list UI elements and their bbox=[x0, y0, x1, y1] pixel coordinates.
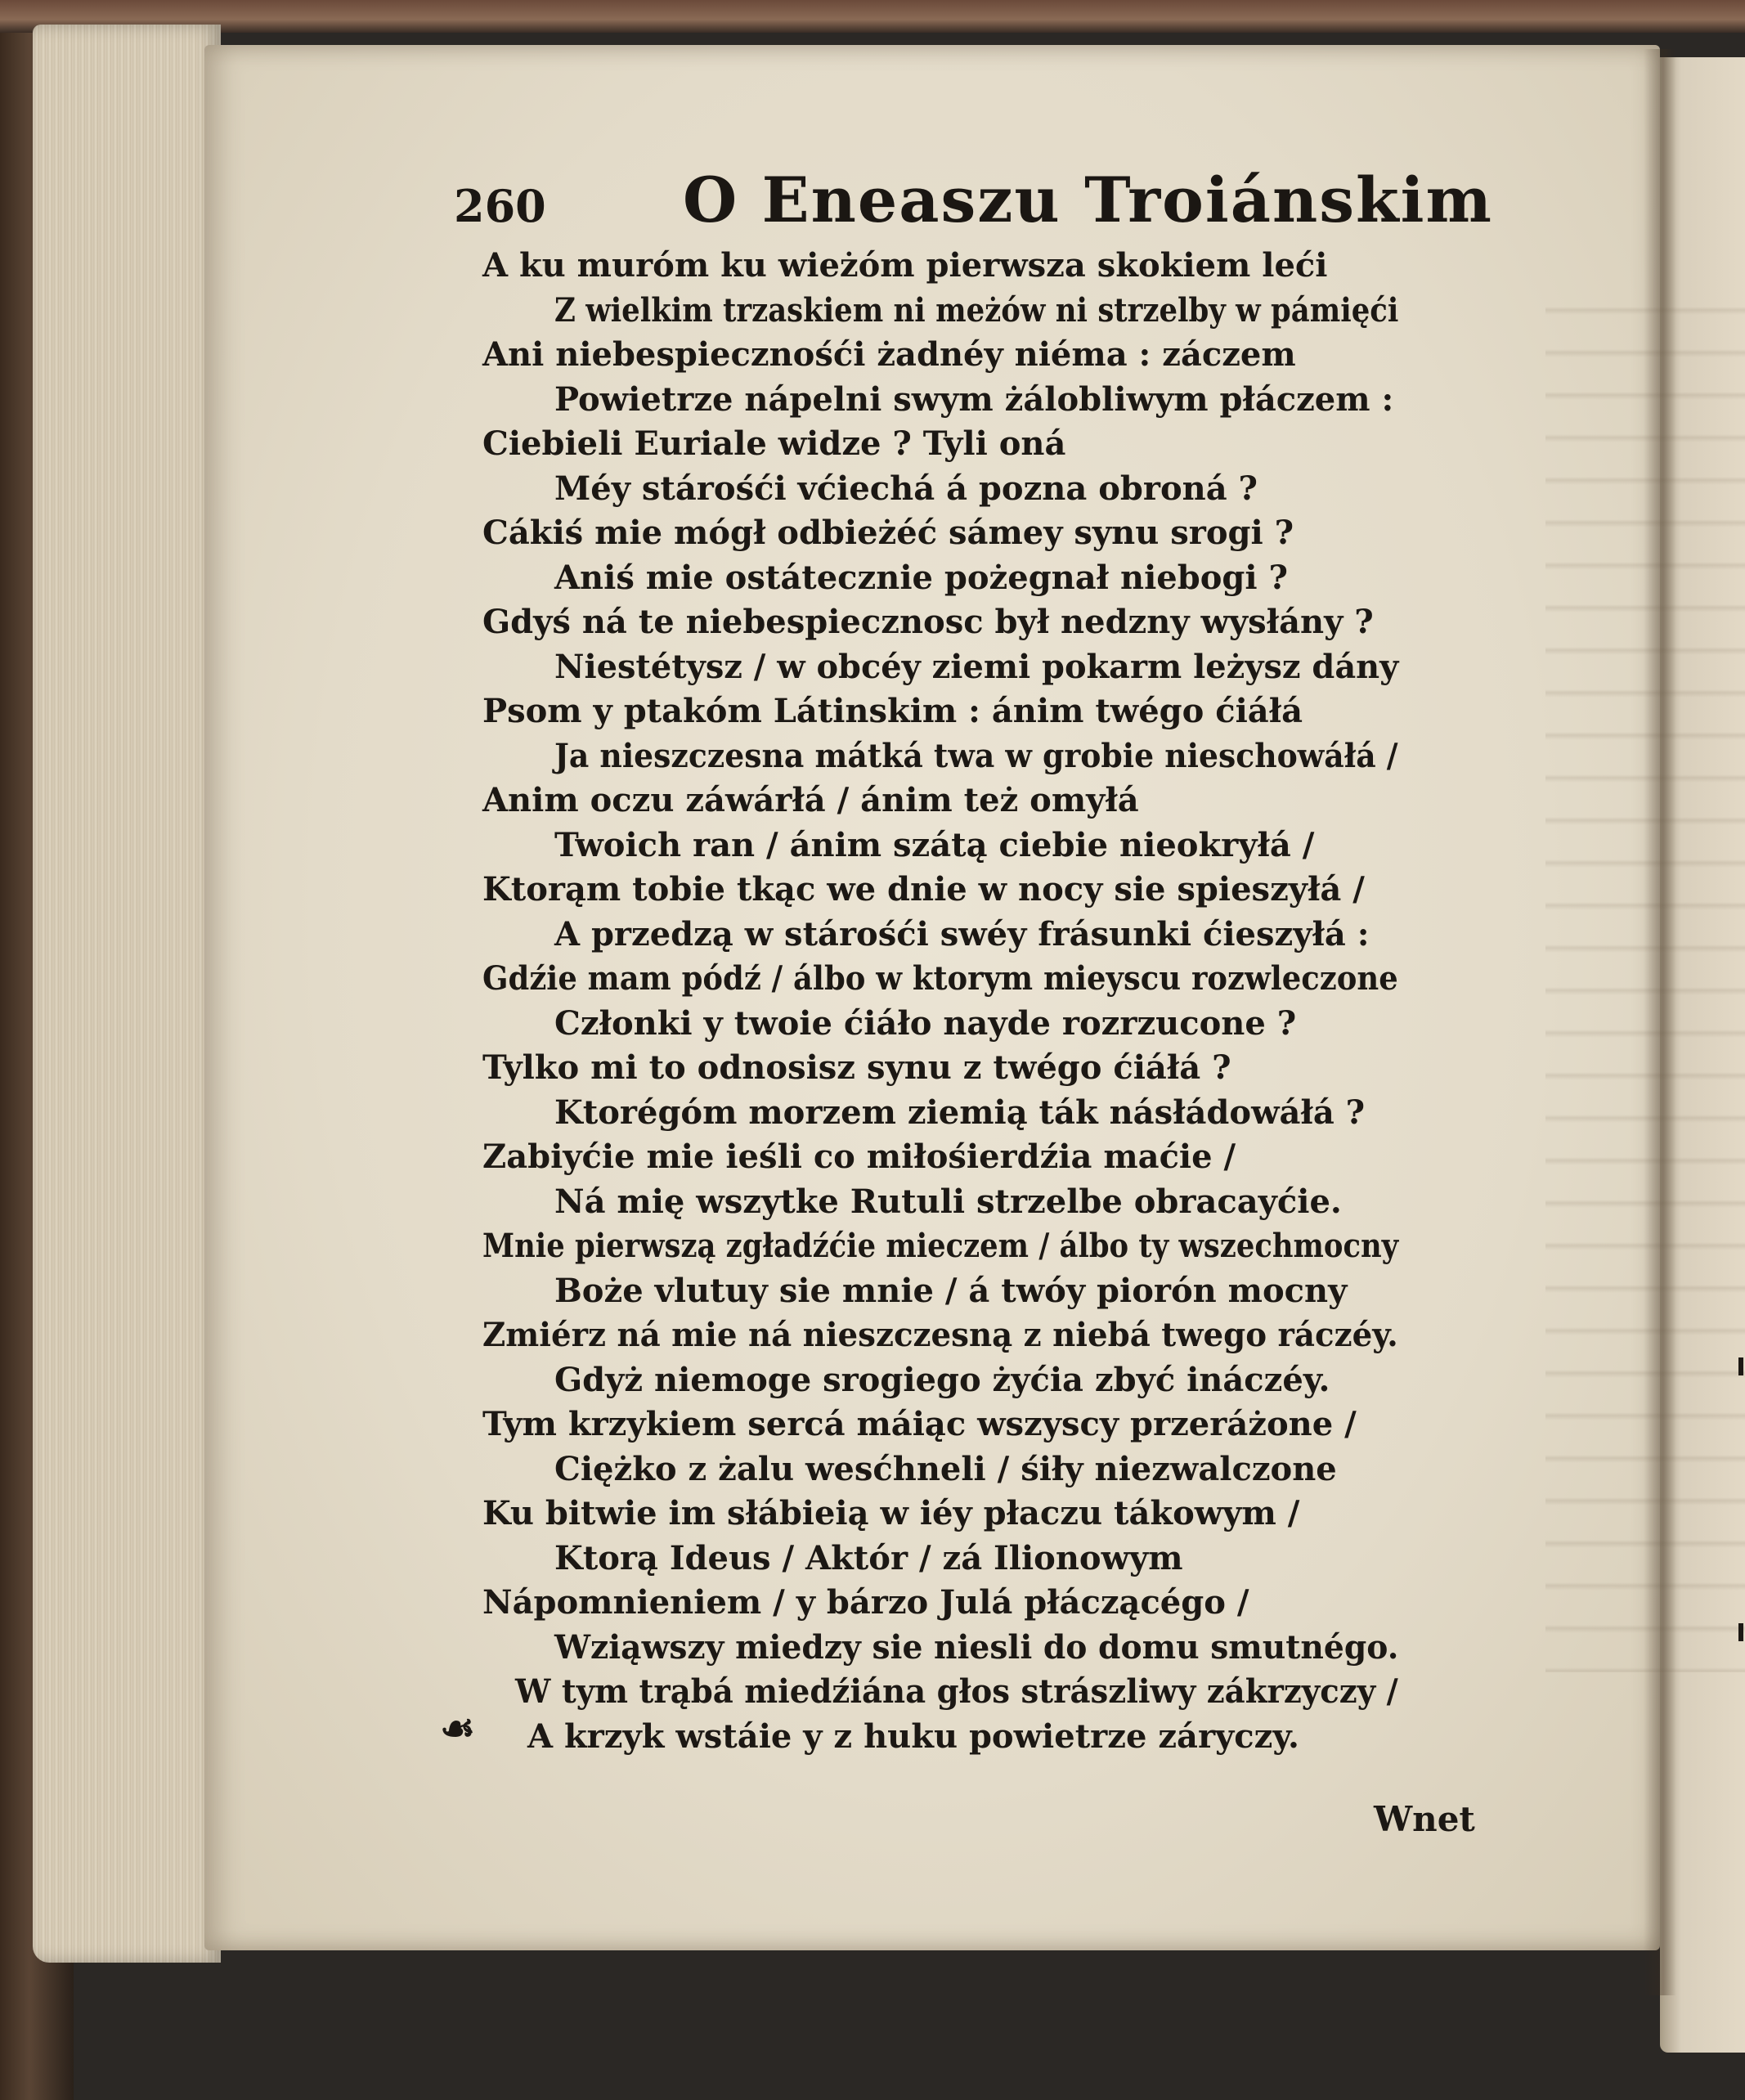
page-number: 260 bbox=[454, 180, 546, 232]
verse-line: Ná mię wszytke Rutuli strzelbe obracayćie. bbox=[554, 1182, 1342, 1221]
verse-line: Zabiyćie mie ieśli co miłośierdźia maćie / bbox=[482, 1138, 1236, 1176]
verse-line: Ciężko z żalu wesćhneli / śiły niezwalczone bbox=[554, 1450, 1337, 1488]
page-header bbox=[454, 164, 1493, 254]
verse-line: Aniś mie ostátecznie pożegnał niebogi ? bbox=[554, 559, 1288, 597]
book-cover-top bbox=[0, 0, 1745, 33]
verse-line: Anim oczu záwárłá / ánim też omyłá bbox=[482, 781, 1139, 819]
catchword: Wnet bbox=[1374, 1799, 1475, 1839]
page-gutter bbox=[1644, 49, 1676, 1995]
verse-line: Gdyż niemoge srogiego żyćia zbyć ináczéy. bbox=[554, 1361, 1330, 1399]
edge-mark bbox=[1738, 1623, 1743, 1641]
verse-line: Ktorą Ideus / Aktór / zá Ilionowym bbox=[554, 1539, 1183, 1577]
verse-line: Członki y twoie ćiáło nayde rozrzucone ? bbox=[554, 1004, 1297, 1043]
verse-line: Cákiś mie mógł odbieżéć sámey synu srogi ? bbox=[482, 514, 1294, 552]
verse-line: Ani niebespiecznośći żadnéy niéma : záczem bbox=[482, 335, 1296, 374]
verse-line: A ku muróm ku wieżóm pierwsza skokiem leći bbox=[482, 246, 1328, 285]
verse-line: Méy stárośći vćiechá á pozna obroná ? bbox=[554, 469, 1258, 508]
page-stack-edges bbox=[33, 25, 221, 1963]
verse-line: Tylko mi to odnosisz synu z twégo ćiáłá ? bbox=[482, 1048, 1231, 1087]
verse-line: Nápomnieniem / y bárzo Julá płáczącégo / bbox=[482, 1583, 1249, 1622]
verse-line: Psom y ptakóm Látinskim : ánim twégo ćiáłá bbox=[482, 692, 1303, 730]
verse-line: Gdźie mam pódź / álbo w ktorym mieyscu rozwleczone bbox=[482, 959, 1398, 998]
verse-line: Ktorégóm morzem ziemią ták násłádowáłá ? bbox=[554, 1093, 1366, 1132]
verse-line: Ja nieszczesna mátká twa w grobie nieschowáłá / bbox=[554, 737, 1398, 775]
verse-line: Powietrze nápelni swym żálobliwym płáczem : bbox=[554, 380, 1394, 419]
verse-line: Z wielkim trzaskiem ni meżów ni strzelby w pámięći bbox=[554, 291, 1399, 330]
verse-line: Wziąwszy miedzy sie niesli do domu smutnégo. bbox=[554, 1628, 1399, 1667]
verse-line: W tym trąbá miedźiána głos strászliwy zákrzyczy / bbox=[515, 1672, 1398, 1711]
verse-line: Gdyś ná te niebespiecznosc był nedzny wysłány ? bbox=[482, 603, 1374, 641]
verse-line: A krzyk wstáie y z huku powietrze záryczy. bbox=[527, 1717, 1299, 1756]
verse-line: Ku bitwie im słábieią w iéy płaczu tákowym / bbox=[482, 1494, 1300, 1532]
verse-line: Zmiérz ná mie ná nieszczesną z niebá twego ráczéy. bbox=[482, 1316, 1398, 1354]
edge-mark bbox=[1738, 1357, 1743, 1375]
verse-line: Twoich ran / ánim szátą ciebie nieokryłá / bbox=[554, 826, 1315, 864]
verse-line: Mnie pierwszą zgładźćie mieczem / álbo ty wszechmocny bbox=[482, 1227, 1399, 1265]
verse-line: Tym krzykiem sercá máiąc wszyscy przeráżone / bbox=[482, 1405, 1357, 1443]
verse-line: Boże vlutuy sie mnie / á twóy piorón mocny bbox=[554, 1272, 1348, 1310]
verse-line: Ktorąm tobie tkąc we dnie w nocy sie spieszyłá / bbox=[482, 870, 1365, 909]
verse-line: Ciebieli Euriale widze ? Tyli oná bbox=[482, 424, 1066, 463]
verse-line: Niestétysz / w obcéy ziemi pokarm leżysz dány bbox=[554, 648, 1399, 686]
running-title: O Eneaszu Troiánskim bbox=[683, 164, 1493, 236]
verse-line: A przedzą w stárośći swéy frásunki ćieszyłá : bbox=[554, 915, 1370, 954]
pilcrow-mark: ☙ bbox=[440, 1706, 476, 1752]
